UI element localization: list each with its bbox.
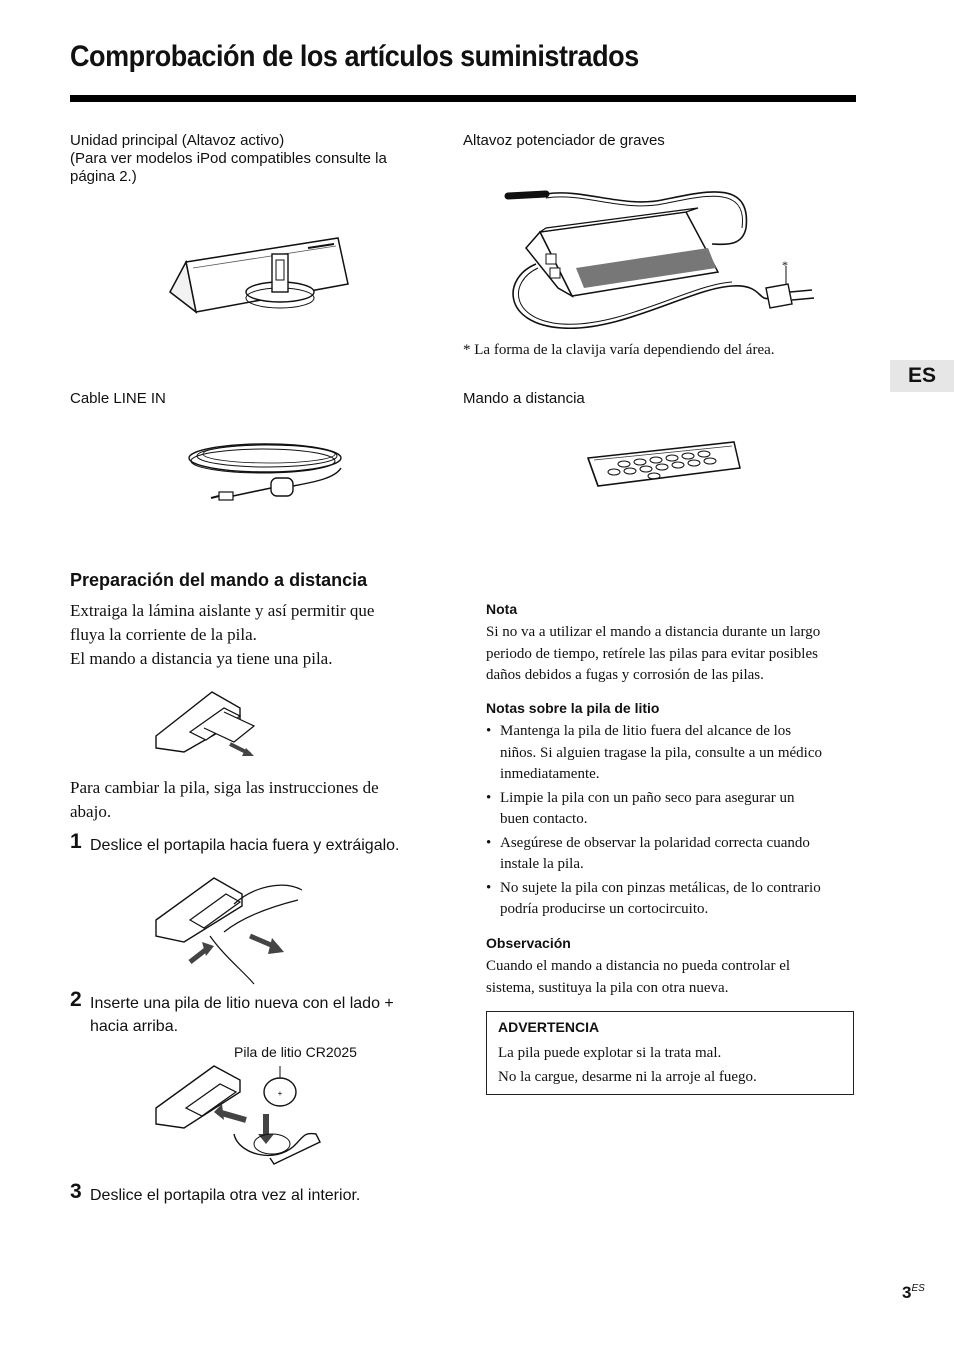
plug-note: * La forma de la clavija varía dependiendo del área. — [463, 342, 775, 358]
step-2-text-line: Inserte una pila de litio nueva con el lado + — [90, 995, 394, 1012]
remote-illustration — [584, 438, 742, 490]
page-number-suffix: ES — [911, 1283, 925, 1294]
warning-line: La pila puede explotar si la trata mal. — [498, 1045, 722, 1061]
step-2-text — [90, 992, 394, 1038]
battery-label: Pila de litio CR2025 — [234, 1044, 357, 1060]
list-item — [486, 721, 858, 786]
warning-box — [486, 1011, 854, 1095]
page-number — [902, 1283, 925, 1303]
nota-heading: Nota — [486, 601, 518, 617]
nota-text — [486, 622, 820, 687]
lithium-notes-heading: Notas sobre la pila de litio — [486, 700, 660, 716]
list-item — [486, 833, 858, 876]
page-number-value: 3 — [902, 1283, 912, 1302]
main-unit-caption-line: página 2.) — [70, 168, 137, 185]
warning-heading: ADVERTENCIA — [498, 1019, 600, 1035]
prep-change — [70, 776, 379, 824]
warning-line: No la cargue, desarme ni la arroje al fuego. — [498, 1069, 757, 1085]
plus-sign: + — [277, 1089, 283, 1098]
plug-marker: * — [782, 258, 788, 272]
step-2-illustration — [154, 1064, 324, 1168]
observation-line: sistema, sustituya la pila con otra nueva. — [486, 979, 729, 996]
nota-line: Si no va a utilizar el mando a distancia durante un largo — [486, 624, 821, 640]
list-item-line: niños. Si alguien tragase la pila, consulte a un médico — [500, 744, 823, 761]
prep-intro-line: Extraiga la lámina aislante y así permitir que — [70, 601, 375, 620]
step-3-text: Deslice el portapila otra vez al interior. — [90, 1187, 361, 1204]
observation-line: Cuando el mando a distancia no pueda controlar el — [486, 958, 791, 974]
prep-change-line: abajo. — [70, 802, 112, 821]
cable-illustration — [185, 428, 355, 504]
list-item — [486, 878, 858, 921]
main-unit-illustration — [168, 232, 354, 318]
step-1-number: 1 — [70, 830, 82, 853]
cable-caption: Cable LINE IN — [70, 390, 166, 407]
prep-intro-line: El mando a distancia ya tiene una pila. — [70, 649, 333, 668]
list-item-line: buen contacto. — [500, 811, 588, 827]
prep-change-line: Para cambiar la pila, siga las instrucciones de — [70, 778, 379, 797]
list-item-line: podría producirse un cortocircuito. — [500, 901, 709, 917]
prep-intro-line: fluya la corriente de la pila. — [70, 625, 257, 644]
page-title: Comprobación de los artículos suministrados — [70, 40, 639, 73]
step-2-text-line: hacia arriba. — [90, 1018, 179, 1035]
insulation-sheet-illustration — [154, 688, 262, 760]
subwoofer-illustration — [502, 168, 818, 338]
observation-heading: Observación — [486, 935, 571, 951]
list-item-line: • Limpie la pila con un paño seco para asegurar un — [500, 789, 795, 806]
observation-text — [486, 956, 790, 999]
warning-text — [498, 1041, 757, 1089]
main-unit-caption — [70, 132, 387, 186]
lithium-notes-list — [486, 721, 858, 923]
list-item-line: inmediatamente. — [500, 766, 600, 782]
prep-intro — [70, 599, 374, 671]
nota-line: periodo de tiempo, retírele las pilas para evitar posibles — [486, 645, 818, 662]
step-1-illustration — [154, 876, 304, 986]
list-item-line: • Mantenga la pila de litio fuera del alcance de los — [500, 723, 792, 739]
list-item-line: • No sujete la pila con pinzas metálicas, de lo contrario — [500, 879, 821, 896]
list-item-line: instale la pila. — [500, 856, 584, 872]
step-3-number: 3 — [70, 1180, 82, 1203]
nota-line: daños debidos a fugas y corrosión de las pilas. — [486, 667, 764, 683]
subwoofer-caption: Altavoz potenciador de graves — [463, 132, 665, 149]
prep-heading: Preparación del mando a distancia — [70, 570, 368, 590]
list-item-line: • Asegúrese de observar la polaridad correcta cuando — [500, 834, 810, 851]
list-item — [486, 788, 858, 831]
main-unit-caption-line: Unidad principal (Altavoz activo) — [70, 132, 285, 149]
remote-caption: Mando a distancia — [463, 390, 585, 407]
step-1-text: Deslice el portapila hacia fuera y extráigalo. — [90, 837, 400, 854]
main-unit-caption-line: (Para ver modelos iPod compatibles consulte la — [70, 150, 387, 167]
step-2-number: 2 — [70, 988, 82, 1011]
language-tab: ES — [890, 360, 954, 392]
title-rule — [70, 95, 856, 102]
